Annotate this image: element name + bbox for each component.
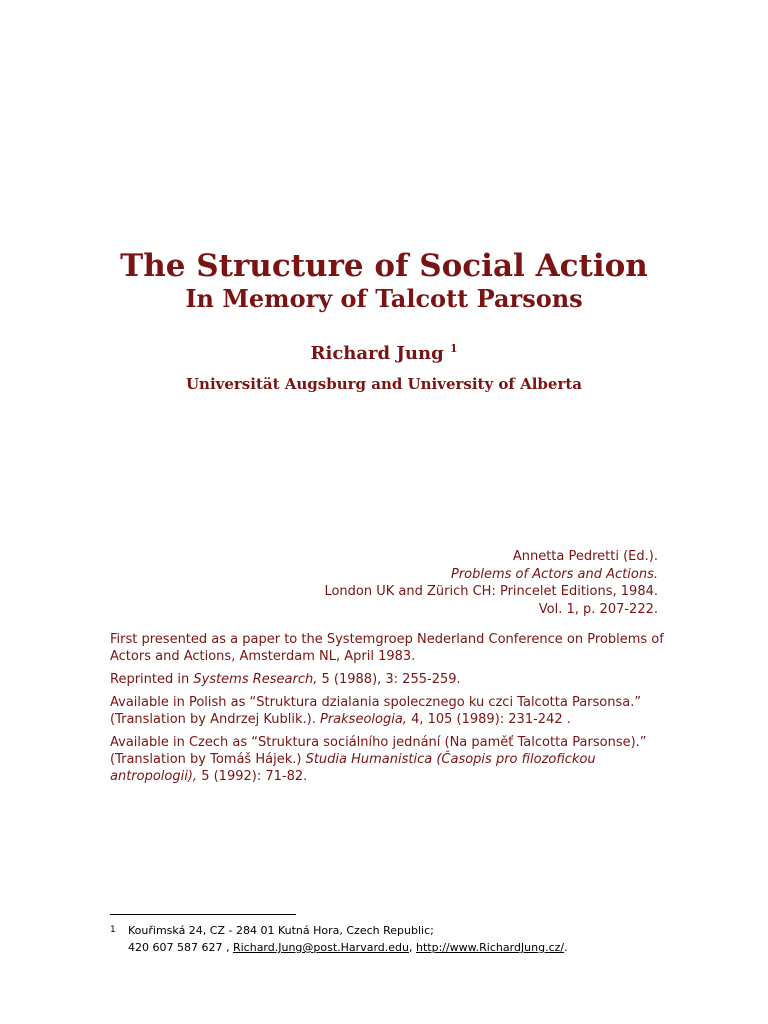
source-citation [324,548,658,618]
source-editor: Annetta Pedretti (Ed.). [512,549,658,564]
author-name-text: Richard Jung [310,343,444,364]
footnote-mark: 1 [110,925,116,935]
note-reprinted-journal: Systems Research, [193,672,318,687]
author-footnote-mark[interactable]: 1 [449,342,458,355]
author-affiliation: Universität Augsburg and University of Alberta [185,375,583,393]
author-name [0,337,768,366]
note-reprinted [110,671,670,688]
source-pages: Vol. 1, p. 207-222. [538,601,658,617]
note-reprinted-prefix: Reprinted in [110,672,194,687]
footnote [110,922,690,956]
note-polish-suffix: 4, 105 (1989): 231-242 . [406,712,571,727]
footnote-phone: 420 607 587 627 , [128,941,233,954]
footnote-separator: , [408,941,416,954]
note-czech-journal: Studia Humanistica (Časopis pro filozofickou antropologii), [110,752,596,784]
source-book-title-text: Problems of Actors and Actions. [450,566,658,582]
note-polish-prefix: Available in Polish as “Struktura dzialania spolecznego ku czci Talcotta Parsonsa.” (Translation by Andrzej Kublik.). [110,695,642,727]
note-czech-prefix: Available in Czech as “Struktura sociálního jednání (Na paměť Talcotta Parsonse).” (Translation by Tomáš Hájek.) [110,735,647,767]
source-book-title [324,566,658,584]
note-reprinted-suffix: 5 (1988), 3: 255-259. [317,672,461,687]
footnote-email-link[interactable]: Richard.Jung@post.Harvard.edu [232,941,409,954]
page-title: The Structure of Social Action [120,248,648,284]
source-publisher: London UK and Zürich CH: Princelet Editions, 1984. [324,584,658,599]
publication-notes [110,631,670,791]
note-czech [110,734,670,785]
note-czech-suffix: 5 (1992): 71-82. [197,769,308,784]
note-first-presented: First presented as a paper to the Systemgroep Nederland Conference on Problems of Actors and Actions, Amsterdam NL, April 1983. [110,632,664,664]
note-polish [110,694,670,728]
page-subtitle: In Memory of Talcott Parsons [185,284,583,313]
note-polish-journal: Prakseologia, [320,712,407,727]
footnote-address: Kouřimská 24, CZ - 284 01 Kutná Hora, Czech Republic; [128,924,434,937]
footnote-end: . [564,941,568,954]
footnote-line-1 [110,922,690,939]
footnote-divider [110,914,296,915]
footnote-line-2 [110,939,690,956]
footnote-website-link[interactable]: http://www.RichardJung.cz/ [415,941,565,954]
